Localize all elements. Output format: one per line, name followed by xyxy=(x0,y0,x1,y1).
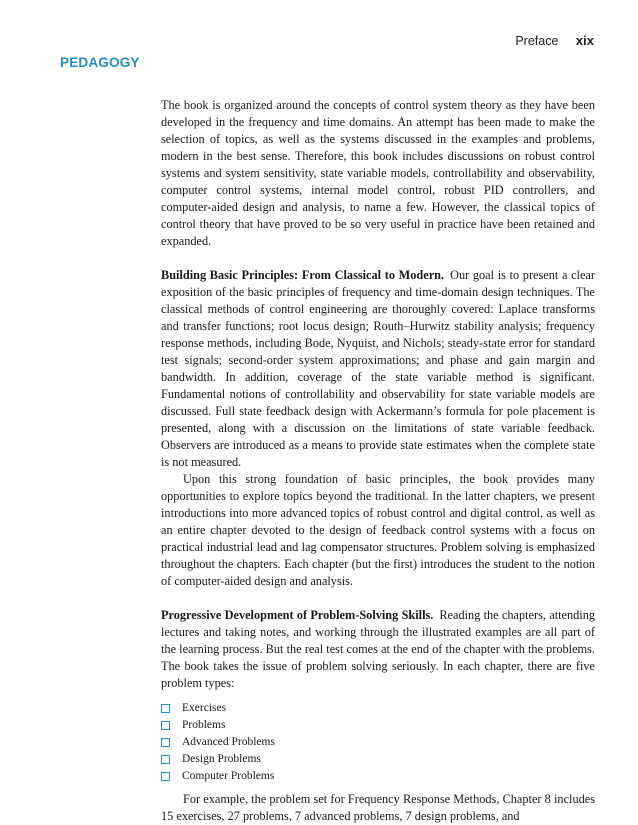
body-text xyxy=(161,97,595,825)
checkbox-square-icon xyxy=(161,704,170,713)
checkbox-square-icon xyxy=(161,738,170,747)
checkbox-square-icon xyxy=(161,721,170,730)
problem-types-list xyxy=(161,700,595,785)
checkbox-square-icon xyxy=(161,755,170,764)
progressive-paragraph xyxy=(161,607,595,692)
list-item-label: Problems xyxy=(182,719,226,731)
page-number: xix xyxy=(575,33,594,48)
list-item-label: Computer Problems xyxy=(182,770,275,782)
list-item-label: Exercises xyxy=(182,702,227,714)
list-item xyxy=(161,768,595,785)
list-item xyxy=(161,717,595,734)
closing-paragraph: For example, the problem set for Frequency Response Methods, Chapter 8 includes 15 exercises, 27 problems, 7 advanced problems, 7 design problems, and xyxy=(161,792,595,823)
list-item xyxy=(161,734,595,751)
progressive-heading: Progressive Development of Problem-Solving Skills. xyxy=(161,608,434,622)
running-title: Preface xyxy=(515,34,559,48)
section-title: PEDAGOGY xyxy=(60,55,140,70)
continuation-paragraph: Upon this strong foundation of basic principles, the book provides many opportunities to explore topics beyond the traditional. In the latter chapters, we present introductions into more advanced topics of robust control and digital control, as well as an entire chapter devoted to the design of feedback control systems with a focus on practical industrial lead and lag compensator structures. Problem solving is emphasized throughout the chapters. Each chapter (but the first) introduces the student to the notion of computer-aided design and analysis. xyxy=(161,472,595,588)
intro-paragraph: The book is organized around the concepts of control system theory as they have been developed in the frequency and time domains. An attempt has been made to make the selection of topics, as well as the systems discussed in the examples and problems, modern in the best sense. Therefore, this book includes discussions on robust control systems and system sensitivity, state variable models, controllability and observability, computer control systems, internal model control, robust PID controllers, and computer-aided design and analysis, to name a few. However, the classical topics of control theory that have proved to be so very useful in practice have been retained and expanded. xyxy=(161,98,595,248)
building-paragraph xyxy=(161,267,595,471)
list-item-label: Advanced Problems xyxy=(182,736,275,748)
running-head xyxy=(515,33,594,48)
progressive-text: Reading the chapters, attending lectures and taking notes, and working through the illustrated examples are all part of the learning process. But the real test comes at the end of the chapter with the problems. The book takes the issue of problem solving seriously. In each chapter, there are five problem types: xyxy=(161,608,595,690)
list-item xyxy=(161,751,595,768)
building-text: Our goal is to present a clear exposition of the basic principles of frequency and time-domain design techniques. The classical methods of control engineering are thoroughly covered: Laplace transforms and transfer functions; root locus design; Routh–Hurwitz stability analysis; frequency response methods, including Bode, Nyquist, and Nichols; steady-state error for standard test signals; second-order system approximations; and phase and gain margin and bandwidth. In addition, coverage of the state variable method is significant. Fundamental notions of controllability and observability for state variable models are discussed. Full state feedback design with Ackermann’s formula for pole placement is presented, along with a discussion on the limitations of state variable feedback. Observers are introduced as a means to provide state estimates when the complete state is not measured. xyxy=(161,268,595,469)
list-item xyxy=(161,700,595,717)
checkbox-square-icon xyxy=(161,772,170,781)
list-item-label: Design Problems xyxy=(182,753,261,765)
building-heading: Building Basic Principles: From Classical to Modern. xyxy=(161,268,445,282)
